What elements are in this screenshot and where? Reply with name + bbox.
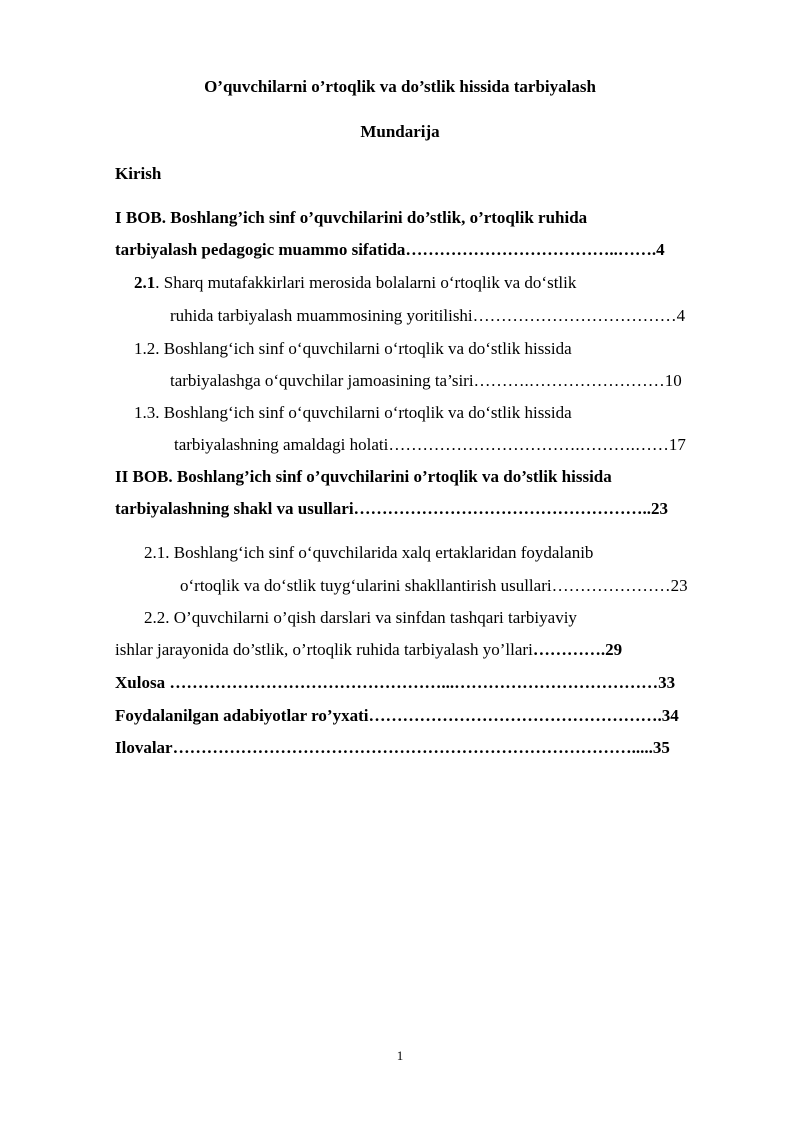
toc-section-2-2-line2 xyxy=(115,639,622,661)
page-number: 1 xyxy=(396,1048,404,1063)
toc-section-1-2-line1: 1.2. Boshlang‘ich sinf o‘quvchilarni o‘rtoqlik va do‘stlik hissida xyxy=(134,339,572,358)
document-title: O’quvchilarni o’rtoqlik va do’stlik hissida tarbiyalash xyxy=(204,77,596,96)
toc-section-2-2-page: ………….29 xyxy=(532,640,623,659)
toc-conclusion: Xulosa …………………………………………...………………………………33 xyxy=(115,673,676,692)
toc-section-1-2-line2: tarbiyalashga o‘quvchilar jamoasining ta’siri……….……………………10 xyxy=(170,371,682,390)
toc-section-2-1-line1: 2.1. Boshlang‘ich sinf o‘quvchilarida xalq ertaklaridan foydalanib xyxy=(144,543,594,562)
toc-chapter2-line1: II BOB. Boshlang’ich sinf o’quvchilarini o’rtoqlik va do’stlik hissida xyxy=(115,467,612,486)
toc-section-2-1-line2: o‘rtoqlik va do‘stlik tuyg‘ularini shakllantirish usullari…………………23 xyxy=(180,576,688,595)
toc-section-2-2-line1: 2.2. O’quvchilarni o’qish darslari va sinfdan tashqari tarbiyaviy xyxy=(144,608,577,627)
toc-section-1-3-line2: tarbiyalashning amaldagi holati…………………………….……….……17 xyxy=(174,435,686,454)
toc-appendix: Ilovalar……………………………………………………………………….....35 xyxy=(115,738,670,757)
toc-references: Foydalanilgan adabiyotlar ro’yxati…………………………………………….34 xyxy=(115,706,679,725)
toc-section-1-1-line1 xyxy=(134,272,576,294)
toc-section-1-3-line1: 1.3. Boshlang‘ich sinf o‘quvchilarni o‘rtoqlik va do‘stlik hissida xyxy=(134,403,572,422)
toc-chapter2-line2: tarbiyalashning shakl va usullari……………………………………………..23 xyxy=(115,499,669,518)
toc-intro: Kirish xyxy=(115,164,162,183)
toc-section-2-2-title: ishlar jarayonida do’stlik, o’rtoqlik ruhida tarbiyalash yo’llari xyxy=(115,640,533,659)
toc-section-1-1-number: 2.1 xyxy=(134,273,156,292)
toc-heading: Mundarija xyxy=(360,122,440,141)
toc-section-1-1-title: . Sharq mutafakkirlari merosida bolalarni o‘rtoqlik va do‘stlik xyxy=(155,273,577,292)
toc-section-1-1-line2: ruhida tarbiyalash muammosining yoritilishi………………………………4 xyxy=(170,306,686,325)
toc-chapter1-line2: tarbiyalash pedagogic muammo sifatida………………………………..…….4 xyxy=(115,240,665,259)
toc-chapter1-line1: I BOB. Boshlang’ich sinf o’quvchilarini do’stlik, o’rtoqlik ruhida xyxy=(115,208,588,227)
